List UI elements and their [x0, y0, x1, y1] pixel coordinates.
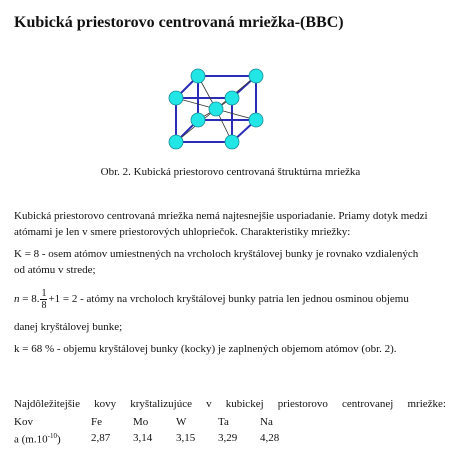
corner-atom: [191, 69, 205, 83]
formula-rest: +1 = 2 - atómy na vrcholoch kryštálovej bunky patria len jednou osminou objemu: [48, 293, 409, 306]
header-cell: Kov: [14, 416, 33, 428]
fraction-numerator: 1: [41, 288, 47, 299]
intro-word: Najdôležitejšie: [14, 398, 80, 410]
corner-atom: [169, 135, 183, 149]
row-label-text: a (m.10: [14, 433, 48, 446]
header-cell: W: [176, 416, 187, 428]
bcc-cube-diagram: [160, 56, 310, 156]
intro-word: kubickej: [225, 398, 264, 410]
row-label-end: ): [56, 433, 61, 446]
paragraph-line-2: atómami je len v smere priestorových uhlopriečok. Charakteristiky mriežky:: [14, 226, 351, 238]
corner-atom: [225, 135, 239, 149]
formula-n: n: [14, 293, 20, 306]
bcc-cube-figure: [160, 56, 310, 156]
header-cell: Mo: [133, 416, 149, 428]
header-cell: Ta: [218, 416, 229, 428]
value-cell: 3,29: [218, 432, 238, 444]
intro-word: centrovanej: [342, 398, 394, 410]
corner-atom: [225, 91, 239, 105]
intro-word: priestorovo: [277, 398, 328, 410]
page-title: Kubická priestorovo centrovaná mriežka-(BBC): [14, 14, 344, 31]
intro-word: v: [206, 398, 212, 410]
paragraph-line-1: Kubická priestorovo centrovaná mriežka nemá najtesnejšie usporiadanie. Priamy dotyk medzi: [14, 210, 428, 222]
value-cell: 2,87: [91, 432, 111, 444]
figure-caption: Obr. 2. Kubická priestorovo centrovaná štruktúrna mriežka: [100, 166, 361, 178]
row-label: [14, 432, 61, 446]
value-cell: 3,15: [176, 432, 196, 444]
corner-atom: [191, 113, 205, 127]
corner-atom: [249, 113, 263, 127]
center-atom: [209, 102, 223, 116]
intro-word: kovy: [94, 398, 117, 410]
paragraph-line-3: K = 8 - osem atómov umiestnených na vrcholoch kryštálovej bunky je rovnako vzdialených: [14, 248, 419, 260]
header-cell: Fe: [91, 416, 102, 428]
paragraph-line-6: k = 68 % - objemu kryštálovej bunky (kocky) je zaplnených objemom atómov (obr. 2).: [14, 343, 397, 355]
corner-atom: [249, 69, 263, 83]
intro-word: kryštalizujúce: [130, 398, 192, 410]
row-label-exponent: -10: [47, 432, 57, 440]
paragraph-line-4: od atómu v strede;: [14, 264, 96, 276]
coordination-formula: [14, 288, 409, 318]
value-cell: 3,14: [133, 432, 153, 444]
formula-fraction: [40, 288, 47, 311]
corner-atom: [169, 91, 183, 105]
value-cell: 4,28: [260, 432, 280, 444]
metals-intro: [14, 398, 446, 410]
intro-word: mriežke:: [407, 398, 446, 410]
header-cell: Na: [260, 416, 273, 428]
paragraph-line-5: danej kryštálovej bunke;: [14, 321, 123, 333]
formula-eq: = 8.: [19, 293, 40, 306]
fraction-denominator: 8: [41, 300, 47, 311]
